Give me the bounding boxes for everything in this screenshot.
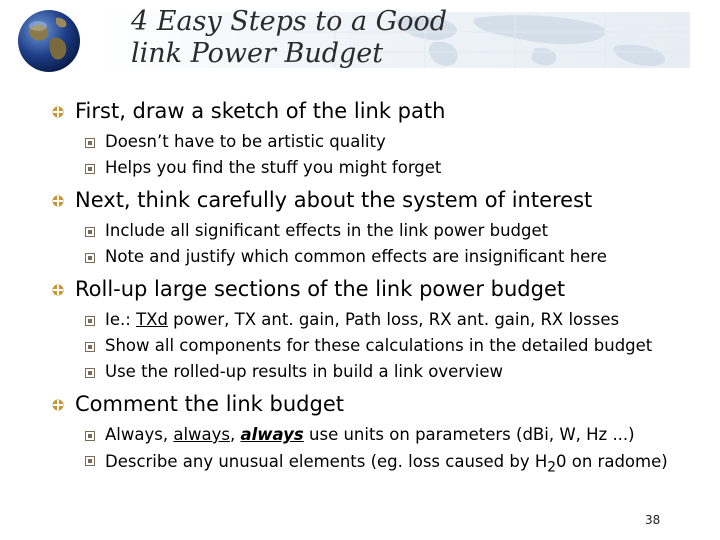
sub-bullet-text: Doesn’t have to be artistic quality	[105, 132, 386, 151]
square-bullet-icon	[85, 138, 95, 148]
square-bullet-icon	[85, 253, 95, 263]
bullet-level2	[48, 307, 708, 333]
always-rest: use units on parameters (dBi, W, Hz ...)	[303, 425, 635, 444]
always-2: always	[173, 425, 231, 444]
sub-bullet-text: Note and justify which common effects are insignificant here	[105, 247, 607, 266]
sub-bullet-text: Helps you find the stuff you might forget	[105, 158, 442, 177]
diamond-bullet-icon	[52, 106, 64, 118]
slide-body	[48, 98, 708, 484]
square-bullet-icon	[85, 431, 95, 441]
bullet-level1	[48, 276, 708, 303]
bullet-level2	[48, 155, 708, 181]
slide-title-line1: 4 Easy Steps to a Good	[131, 6, 448, 37]
slide-title	[131, 6, 551, 70]
sub-list	[48, 422, 708, 478]
square-bullet-icon	[85, 164, 95, 174]
describe-pre: Describe any unusual elements (eg. loss caused by H	[105, 452, 548, 471]
bullet-level2	[48, 333, 708, 359]
bullet-level1	[48, 98, 708, 125]
bullet-level1	[48, 391, 708, 418]
sub-bullet-text: Use the rolled-up results in build a link overview	[105, 362, 504, 381]
always-3: always	[240, 425, 304, 444]
always-sep: ,	[230, 425, 241, 444]
sub-list	[48, 218, 708, 270]
square-bullet-icon	[85, 368, 95, 378]
subscript-2: 2	[547, 459, 557, 476]
square-bullet-icon	[85, 342, 95, 352]
txd-term: TXd	[136, 310, 168, 329]
square-bullet-icon	[85, 227, 95, 237]
bullet-level2	[48, 422, 708, 448]
bullet-level2	[48, 218, 708, 244]
square-bullet-icon	[85, 316, 95, 326]
always-1: Always,	[105, 425, 174, 444]
sub-list	[48, 129, 708, 181]
bullet-level2	[48, 129, 708, 155]
bullet-level2	[48, 244, 708, 270]
sub-bullet-text: Include all significant effects in the link power budget	[105, 221, 549, 240]
bullet-level2	[48, 359, 708, 385]
ie-rest: power, TX ant. gain, Path loss, RX ant. gain, RX losses	[167, 310, 620, 329]
bullet-text: Roll-up large sections of the link power budget	[75, 277, 566, 301]
bullet-level1	[48, 187, 708, 214]
square-bullet-icon	[85, 456, 95, 466]
bullet-level2	[48, 448, 708, 478]
ie-prefix: Ie.:	[105, 310, 137, 329]
describe-post: 0 on radome)	[556, 452, 668, 471]
diamond-bullet-icon	[52, 195, 64, 207]
page-number: 38	[645, 513, 661, 527]
sub-list	[48, 307, 708, 385]
sub-bullet-text: Show all components for these calculations in the detailed budget	[105, 336, 653, 355]
bullet-text: Comment the link budget	[75, 392, 344, 416]
diamond-bullet-icon	[52, 284, 64, 296]
slide-title-line2: link Power Budget	[131, 38, 384, 69]
bullet-text: First, draw a sketch of the link path	[75, 99, 446, 123]
bullet-text: Next, think carefully about the system of interest	[75, 188, 593, 212]
diamond-bullet-icon	[52, 399, 64, 411]
globe-icon	[16, 8, 82, 74]
